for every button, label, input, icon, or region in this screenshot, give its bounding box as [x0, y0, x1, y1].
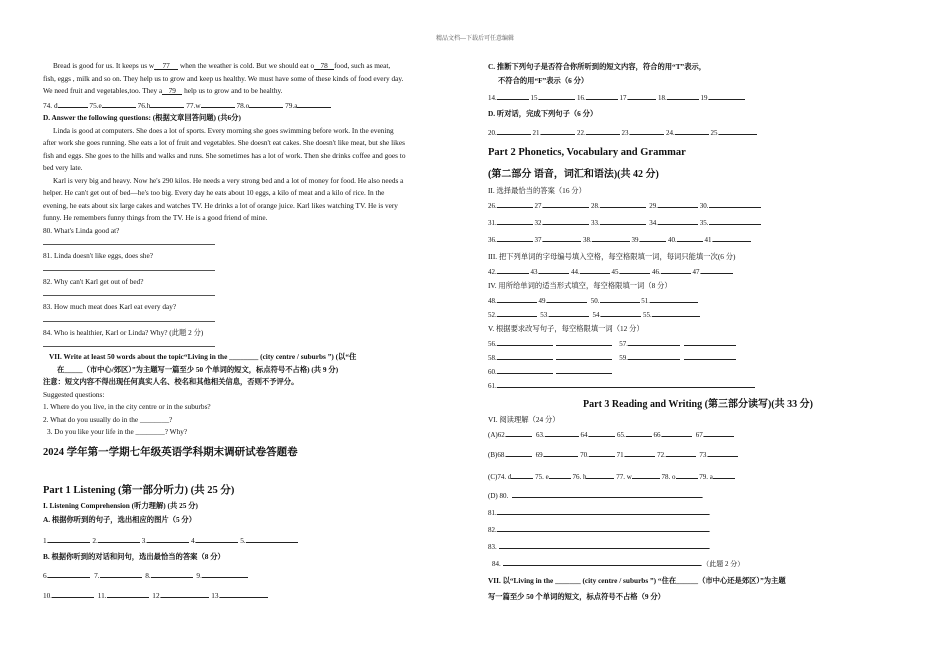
q-num: 82. — [488, 525, 497, 534]
part2-heading-cn: (第二部分 语音，词汇和语法)(共 42 分) — [488, 168, 659, 180]
answer-row-68-73 — [488, 447, 906, 461]
q-num: 55. — [643, 310, 652, 319]
q-num: 5. — [240, 535, 246, 545]
answer-blank[interactable] — [497, 293, 537, 303]
q-num: 9. — [196, 570, 202, 580]
q-num: 76. h — [572, 472, 587, 481]
answer-blank[interactable] — [713, 232, 751, 242]
answer-blank[interactable] — [632, 469, 660, 479]
answer-blank[interactable] — [666, 447, 696, 457]
q-num: 17. — [619, 94, 629, 102]
answer-blank[interactable] — [601, 307, 641, 317]
suggested-question: 1. Where do you live, in the city centre or in the suburbs? — [43, 402, 211, 411]
question-81: 81. Linda doesn't like eggs, does she? — [43, 251, 153, 260]
answer-blank[interactable] — [719, 125, 757, 135]
q-num: 13. — [211, 591, 221, 600]
listening-a-heading: A. 根据你听到的句子，选出相应的图片（5 分） — [43, 514, 197, 524]
listening-c-heading-1: C. 推断下列句子是否符合你所听到的短文内容，符合的用“T”表示， — [488, 62, 707, 71]
answer-line-84[interactable] — [43, 339, 215, 347]
q-num: 61. — [488, 381, 497, 390]
q-num: 51. — [641, 296, 650, 305]
part2-heading: Part 2 Phonetics, Vocabulary and Grammar — [488, 146, 686, 158]
q-num: 30. — [699, 201, 709, 210]
answer-row-82: 82. . — [488, 522, 906, 539]
q-num: 44. — [571, 267, 580, 276]
q-num: 4. — [190, 535, 197, 545]
answer-row-6-9 — [43, 568, 461, 583]
listening-b-heading: B. 根据你听到的对话和问句，选出最恰当的答案（8 分） — [43, 552, 225, 561]
answer-blank[interactable] — [539, 90, 575, 100]
q-num: 24. — [666, 128, 675, 137]
q-num: 83. — [488, 542, 497, 551]
passage-line: evening, he eats about six large cakes and watches TV. He drinks a lot of orange juice. Karl likes watching TV. He is very — [43, 200, 398, 210]
q-num: 40. — [668, 235, 677, 244]
answer-row-36-41 — [488, 232, 906, 249]
q-num: 37. — [534, 235, 544, 244]
answer-blank[interactable] — [497, 336, 553, 346]
q-num: (A)62. — [488, 430, 507, 439]
q-num: 53. — [540, 310, 549, 319]
passage-line: after work she goes running. She eats a lot of fruit and vegetables. She doesn't eat cakes. She doesn't like meat, but she likes — [43, 138, 405, 147]
q-num: 64. — [580, 430, 590, 439]
q-num: 29. — [649, 201, 658, 210]
part3-heading: Part 3 Reading and Writing (第三部分读写)(共 33 分) — [583, 398, 813, 410]
answer-blank[interactable] — [547, 293, 587, 303]
answer-row-1-5 — [43, 533, 461, 548]
answer-blank[interactable] — [98, 533, 140, 543]
q-num: 42. — [488, 267, 497, 276]
answer-line-83[interactable] — [43, 314, 215, 322]
question-84: 84. Who is healthier, Karl or Linda? Why? (此题 2 分) — [43, 327, 204, 337]
answer-blank[interactable] — [539, 264, 569, 274]
answer-blank[interactable] — [709, 90, 745, 100]
answer-blank[interactable] — [625, 447, 655, 457]
answer-row-56-57 — [488, 336, 906, 350]
answer-blank[interactable] — [48, 568, 90, 578]
q-num: 54. — [592, 310, 602, 319]
q-num: 58. — [488, 353, 497, 362]
part1-heading: Part 1 Listening (第一部分听力) (共 25 分) — [43, 484, 235, 496]
q-num: 34. — [649, 218, 658, 227]
listening-c-heading-2: 不符合的用“F”表示（6 分） — [498, 76, 589, 85]
text: help us to grow and to be healthy. — [184, 86, 283, 95]
q-num: 50. — [590, 296, 600, 305]
section-iii-heading: III. 把下列单词的字母编号填入空格，每空格限填一词，每词只能填一次(6 分) — [488, 251, 736, 261]
passage-line — [43, 60, 461, 73]
q-num: 66. — [653, 430, 663, 439]
q-num: 73. — [699, 450, 709, 459]
q-num: (D) 80. — [488, 491, 509, 500]
answer-blank[interactable] — [541, 125, 575, 135]
answer-78: 78.o — [236, 100, 250, 110]
q-num: 28. — [591, 201, 600, 210]
answer-row-74-79 — [43, 98, 461, 113]
answer-blank[interactable] — [511, 469, 533, 479]
answer-blank[interactable] — [677, 232, 703, 242]
answer-blank[interactable] — [652, 307, 700, 317]
answer-row-52-55 — [488, 307, 906, 321]
answer-blank[interactable] — [626, 427, 652, 437]
q-num: 3. — [141, 535, 148, 545]
q-num: 78. o — [661, 472, 676, 481]
right-column — [488, 60, 906, 605]
suggested-question: 3. Do you like your life in the ________? Why? — [47, 427, 188, 436]
page-header: 精品文档---下载后可任意编辑 — [436, 36, 514, 42]
answer-blank[interactable] — [506, 427, 532, 437]
answer-blank[interactable] — [497, 505, 709, 515]
answer-blank[interactable] — [48, 533, 90, 543]
q-num: 59. — [619, 353, 628, 362]
answer-blank[interactable] — [713, 469, 735, 479]
listening-comprehension-heading: I. Listening Comprehension (听力理解) (共 25 分) — [43, 500, 198, 510]
q-num: 35. — [699, 218, 709, 227]
answer-blank[interactable] — [544, 447, 578, 457]
answer-blank[interactable] — [640, 232, 666, 242]
answer-blank[interactable] — [246, 533, 298, 543]
answer-blank[interactable] — [545, 427, 579, 437]
section-v-heading: V. 根据要求改写句子，每空格限填一词（12 分） — [488, 323, 644, 333]
answer-blank[interactable] — [543, 198, 589, 208]
text: food, such as meat, — [334, 61, 391, 70]
q-num: 23. — [621, 128, 631, 137]
suggested-question: 2. What do you usually do in the ________? — [43, 414, 173, 424]
answer-blank[interactable] — [586, 90, 618, 100]
q-num: 10. — [43, 591, 53, 600]
q-num: 63. — [535, 430, 545, 439]
q-num: 16. — [577, 94, 586, 102]
text: Bread is good for us. It keeps us w — [53, 61, 155, 70]
passage-line: fish and eggs. She goes to the hills and walks and runs. She sometimes has a lot of work. Then she drinks coffee and goes to — [43, 150, 406, 160]
q-num: 79. a — [699, 472, 713, 481]
answer-blank[interactable] — [220, 588, 268, 598]
answer-blank[interactable] — [701, 264, 733, 274]
answer-blank[interactable] — [499, 539, 709, 549]
answer-blank[interactable] — [600, 215, 646, 225]
answer-blank[interactable] — [497, 198, 533, 208]
passage-line: helper. He can't get out of bed—he's too big. Every day he eats about 10 eggs, a kilo of meat and a kilo of rice. In the — [43, 188, 385, 197]
answer-blank[interactable] — [704, 427, 734, 437]
listening-d-heading: D. 听对话，完成下列句子（6 分） — [488, 109, 598, 118]
answer-blank[interactable] — [556, 364, 612, 374]
q-num: 1. — [43, 535, 49, 545]
answer-blank[interactable] — [543, 215, 589, 225]
answer-blank[interactable] — [151, 568, 193, 578]
q-num: 71. — [616, 450, 626, 459]
passage-line: Karl is very big and heavy. Now he's 290 kilos. He needs a very strong bed and a lot of money for food. He also needs a — [53, 175, 404, 185]
q-num: 36. — [488, 235, 497, 244]
answer-blank[interactable] — [589, 447, 615, 457]
answer-blank[interactable] — [202, 568, 248, 578]
answer-blank[interactable] — [600, 293, 640, 303]
answer-blank[interactable] — [497, 350, 553, 360]
answer-blank[interactable] — [580, 264, 610, 274]
answer-blank[interactable] — [628, 336, 680, 346]
answer-blank[interactable] — [497, 125, 531, 135]
answer-blank[interactable] — [684, 336, 736, 346]
answer-blank[interactable] — [497, 522, 709, 532]
q-num: 11. — [97, 591, 107, 600]
answer-blank[interactable] — [662, 427, 692, 437]
q-num: 20. — [488, 128, 497, 137]
answer-line-81[interactable] — [43, 263, 215, 271]
q-num: 81. — [488, 508, 497, 517]
answer-blank[interactable] — [658, 198, 698, 208]
answer-row-31-35 — [488, 215, 906, 232]
answer-row-80: (D) 80. . — [488, 488, 906, 505]
answer-75: 75.e — [89, 100, 102, 110]
answer-row-62-67 — [488, 427, 906, 441]
q-num: (B)68. — [488, 450, 507, 459]
answer-row-48-51 — [488, 293, 906, 307]
q-num: 69. — [535, 450, 545, 459]
passage-line — [43, 85, 461, 98]
q-num: 19. — [700, 94, 710, 102]
answer-row-26-30 — [488, 198, 906, 215]
q-num: 18. — [658, 94, 667, 102]
q-num: 31. — [488, 218, 497, 227]
q-num: 60. — [488, 367, 497, 376]
answer-blank[interactable] — [52, 588, 94, 598]
section-vii-line2: 写一篇至少 50 个单词的短文，标点符号不占格（9 分） — [488, 591, 665, 601]
answer-74: 74. d — [43, 100, 58, 110]
section-d-heading: D. Answer the following questions: (根据文章回答问题) (共6分) — [43, 113, 241, 122]
section-vi-heading: VI. 阅读理解（24 分） — [488, 414, 560, 424]
answer-blank[interactable] — [589, 427, 615, 437]
answer-blank[interactable] — [497, 232, 533, 242]
q-num: 32. — [534, 218, 544, 227]
answer-blank[interactable] — [556, 350, 612, 360]
answer-row-20-25 — [488, 125, 906, 139]
answer-blank[interactable] — [107, 588, 149, 598]
answer-76: 76.h — [137, 100, 151, 110]
section-iv-heading: IV. 用所给单词的适当形式填空，每空格限填一词（8 分） — [488, 280, 672, 290]
q-num: 43. — [530, 267, 540, 276]
q-num: 27. — [534, 201, 544, 210]
answer-row-81: 81. . — [488, 505, 906, 522]
answer-blank[interactable] — [628, 90, 656, 100]
answer-blank[interactable] — [503, 556, 701, 566]
answer-line-80[interactable] — [43, 237, 215, 245]
q-num: 41. — [704, 235, 714, 244]
question-80: 80. What's Linda good at? — [43, 225, 120, 235]
q-num: 75. e — [535, 472, 549, 481]
q-num: 46. — [652, 267, 661, 276]
answer-blank[interactable] — [675, 125, 709, 135]
q-num: 45. — [611, 267, 621, 276]
q-num: 70. — [580, 450, 589, 459]
q-num: 72. — [657, 450, 666, 459]
answer-line-82[interactable] — [43, 288, 215, 296]
q-num: 22. — [577, 128, 586, 137]
answer-blank[interactable] — [600, 198, 646, 208]
answer-blank[interactable] — [628, 350, 680, 360]
answer-blank[interactable] — [100, 568, 142, 578]
note: 注意：短文内容不得出现任何真实人名、校名和其他相关信息，否则不予评分。 — [43, 377, 299, 386]
answer-row-14-19 — [488, 90, 906, 104]
answer-row-83: 83. . — [488, 539, 906, 556]
q-num: 57. — [619, 339, 628, 348]
answer-row-10-13 — [43, 588, 461, 603]
text: We need fruit and vegetables,too. They a — [43, 86, 163, 95]
answer-row-42-47 — [488, 264, 906, 278]
q-num: 21. — [532, 128, 542, 137]
q-num: 7. — [94, 570, 100, 580]
left-column — [43, 60, 461, 603]
answer-row-61 — [488, 378, 906, 392]
text: when the weather is cold. But we should eat o — [179, 61, 315, 70]
answer-blank[interactable] — [161, 588, 209, 598]
section-vii-line2: 在_____（市中心/郊区）”为主题写一篇至少 50 个单词的短文，标点符号不占格) (共 9 分) — [57, 364, 339, 374]
q-num: 48. — [488, 296, 497, 305]
score-note: （此题 2 分） — [702, 559, 745, 568]
q-num: 8. — [145, 570, 151, 580]
answer-blank[interactable] — [708, 447, 738, 457]
answer-blank[interactable] — [620, 264, 650, 274]
answer-77: 77.w — [186, 100, 201, 110]
answer-blank[interactable] — [512, 488, 702, 498]
suggested-questions-label: Suggested questions: — [43, 389, 105, 399]
question-83: 83. How much meat does Karl eat every day? — [43, 302, 177, 311]
answer-blank[interactable] — [556, 336, 612, 346]
section-vii-line1: VII. Write at least 50 words about the topic“Living in the ________ (city centre / suburbs ”) (以“住 — [49, 352, 357, 361]
answer-blank[interactable] — [661, 264, 691, 274]
q-num: 2. — [92, 535, 98, 545]
answer-blank[interactable] — [506, 447, 532, 457]
passage-line: funny. He remembers funny things from the TV. He is a good friend of mine. — [43, 213, 268, 222]
answer-blank[interactable] — [658, 215, 698, 225]
answer-sheet-title: 2024 学年第一学期七年级英语学科期末调研试卷答题卷 — [43, 446, 298, 458]
answer-blank[interactable] — [497, 364, 553, 374]
q-num: 38. — [583, 235, 592, 244]
q-num: 25. — [710, 128, 720, 137]
answer-blank[interactable] — [709, 198, 761, 208]
answer-blank[interactable] — [497, 90, 529, 100]
q-num: 49. — [538, 296, 548, 305]
q-num: 67. — [695, 430, 705, 439]
answer-blank[interactable] — [709, 215, 761, 225]
answer-row-60 — [488, 364, 906, 378]
q-num: 33. — [591, 218, 600, 227]
question-82: 82. Why can't Karl get out of bed? — [43, 276, 144, 286]
q-num: 47. — [692, 267, 702, 276]
section-ii-heading: II. 选择最恰当的答案（16 分） — [488, 185, 586, 195]
answer-blank[interactable] — [630, 125, 664, 135]
answer-row-74-79 — [488, 469, 906, 483]
answer-row-58-59 — [488, 350, 906, 364]
q-num: 84. — [492, 559, 501, 568]
passage-line: fish, eggs , milk and so on. They help us to grow and keep us healthy. We must have some of these kinds of food every day. — [43, 73, 404, 83]
q-num: 6. — [43, 570, 49, 580]
blank-79: 79 — [162, 85, 182, 95]
section-vii-line1: VII. 以“Living in the _______ (city centre / suburbs ”) “住在______（市中心还是郊区）”为主题 — [488, 575, 786, 585]
answer-blank[interactable] — [549, 469, 571, 479]
q-num: 56. — [488, 339, 497, 348]
answer-blank[interactable] — [497, 215, 533, 225]
answer-blank[interactable] — [586, 469, 614, 479]
blank-77: 77 — [154, 60, 178, 70]
answer-blank[interactable] — [667, 90, 699, 100]
answer-blank[interactable] — [549, 307, 589, 317]
answer-blank[interactable] — [543, 232, 581, 242]
answer-blank[interactable] — [650, 293, 698, 303]
q-num: (C)74. d — [488, 472, 512, 481]
answer-blank[interactable] — [497, 264, 529, 274]
q-num: 26. — [488, 201, 497, 210]
answer-blank[interactable] — [497, 378, 755, 388]
answer-79: 79.a — [285, 100, 298, 110]
answer-blank[interactable] — [497, 307, 537, 317]
q-num: 12. — [152, 591, 162, 600]
q-num: 77. w — [616, 472, 632, 481]
q-num: 39. — [631, 235, 641, 244]
answer-blank[interactable] — [586, 125, 620, 135]
q-num: 65. — [616, 430, 626, 439]
answer-blank[interactable] — [684, 350, 736, 360]
q-num: 52. — [488, 310, 497, 319]
passage-line: Linda is good at computers. She does a lot of sports. Every morning she goes swimming before work. In the evening — [53, 125, 394, 135]
answer-blank[interactable] — [592, 232, 630, 242]
passage-line: bed very late. — [43, 163, 83, 172]
answer-row-84: 84. .（此题 2 分） — [488, 556, 906, 573]
answer-blank[interactable] — [196, 533, 238, 543]
blank-78: 78 — [314, 60, 334, 70]
answer-blank[interactable] — [147, 533, 189, 543]
q-num: 15. — [530, 94, 540, 102]
q-num: 14. — [488, 94, 497, 102]
answer-blank[interactable] — [676, 469, 698, 479]
